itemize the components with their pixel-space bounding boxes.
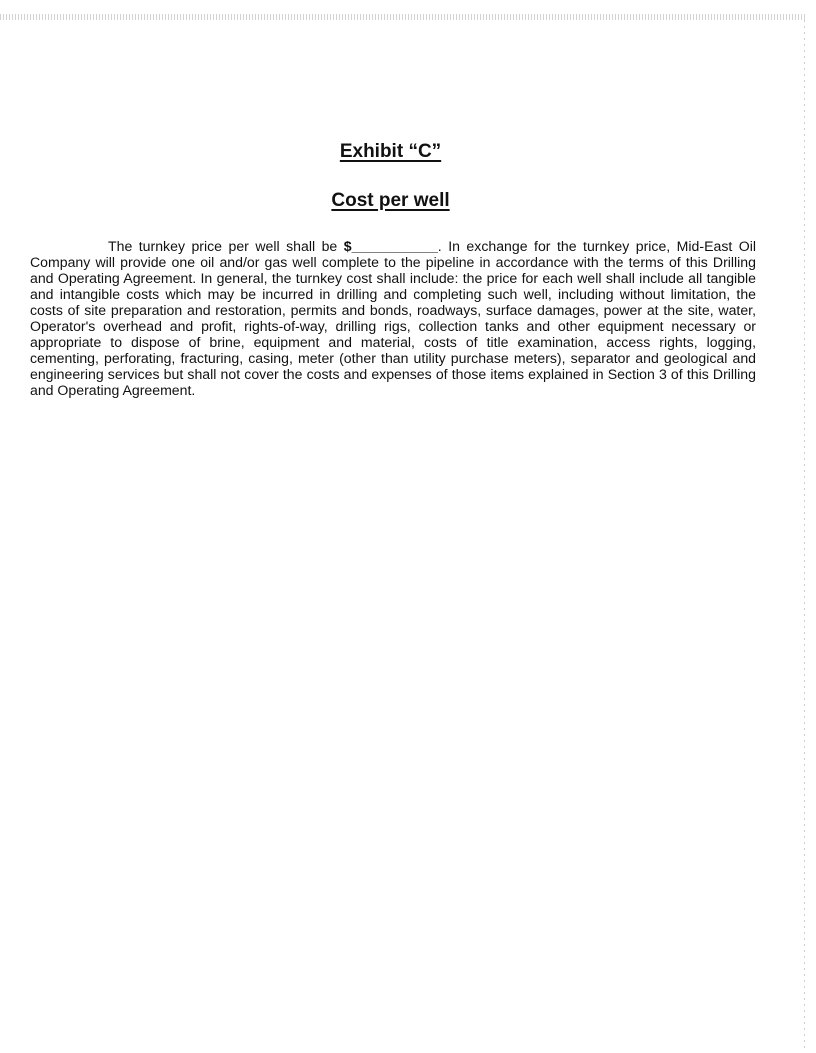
exhibit-title: Exhibit “C” bbox=[339, 141, 442, 162]
body-paragraph bbox=[30, 238, 756, 398]
scan-edge-right bbox=[804, 18, 805, 1048]
price-blank: $___________ bbox=[343, 238, 438, 254]
scan-edge-top bbox=[0, 14, 805, 20]
paragraph-body: . In exchange for the turnkey price, Mid-East Oil Company will provide one oil and/or gas well complete to the pipeline in accordance with the terms of this Drilling and Operating Agreement. In general, the turnkey cost shall include: the price for each well shall include all tangible and intangible costs which may be incurred in drilling and completing such well, including without limitation, the costs of site preparation and restoration, permits and bonds, roadways, surface damages, power at the site, water, Operator's overhead and profit, rights-of-way, drilling rigs, collection tanks and other equipment necessary or appropriate to dispose of brine, equipment and material, costs of title examination, access rights, logging, cementing, perforating, fracturing, casing, meter (other than utility purchase meters), separator and geological and engineering services but shall not cover the costs and expenses of those items explained in Section 3 of this Drilling and Operating Agreement. bbox=[30, 238, 756, 398]
section-title: Cost per well bbox=[331, 190, 450, 211]
paragraph-lead: The turnkey price per well shall be bbox=[108, 238, 344, 254]
